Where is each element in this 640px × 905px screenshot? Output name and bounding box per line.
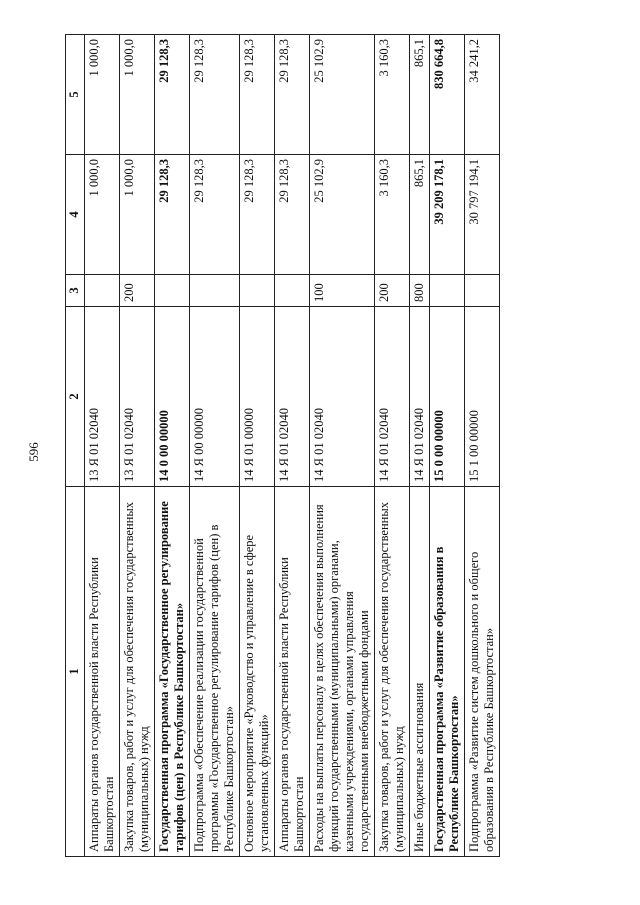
cell-type [85,275,120,307]
cell-v5: 29 128,3 [240,35,275,155]
cell-code: 14 Я 01 00000 [240,307,275,487]
cell-v4: 29 128,3 [155,155,190,275]
table-row [190,35,240,857]
cell-name: Иные бюджетные ассигнования [410,487,430,857]
cell-type [465,275,500,307]
cell-code: 15 1 00 00000 [465,307,500,487]
cell-v4: 29 128,3 [275,155,310,275]
header-col-3: 3 [66,275,85,307]
cell-v5: 3 160,3 [375,35,410,155]
header-col-5: 5 [66,35,85,155]
cell-name: Подпрограмма «Обеспечение реализации государственной программы «Государственное регулирование тарифов (цен) в Республике Башкортостан» [190,487,240,857]
table-row [430,35,465,857]
table-row [120,35,155,857]
cell-type [430,275,465,307]
cell-v4: 39 209 178,1 [430,155,465,275]
cell-v5: 29 128,3 [155,35,190,155]
cell-v4: 1 000,0 [120,155,155,275]
cell-name: Закупка товаров, работ и услуг для обеспечения государственных (муниципальных) нужд [120,487,155,857]
cell-v4: 3 160,3 [375,155,410,275]
cell-v4: 865,1 [410,155,430,275]
cell-code: 14 Я 01 02040 [375,307,410,487]
cell-code: 13 Я 01 02040 [85,307,120,487]
cell-type: 100 [310,275,375,307]
cell-v5: 1 000,0 [120,35,155,155]
cell-v5: 29 128,3 [190,35,240,155]
cell-code: 13 Я 01 02040 [120,307,155,487]
table-row [375,35,410,857]
table-header-row [66,35,85,857]
cell-type [155,275,190,307]
cell-code: 14 Я 00 00000 [190,307,240,487]
cell-code: 14 Я 01 02040 [275,307,310,487]
cell-type [240,275,275,307]
cell-type [275,275,310,307]
budget-table-container [65,35,621,857]
cell-v4: 29 128,3 [240,155,275,275]
cell-code: 14 0 00 00000 [155,307,190,487]
table-body [85,35,500,857]
table-row [275,35,310,857]
budget-table [65,34,500,857]
cell-code: 14 Я 01 02040 [410,307,430,487]
cell-v5: 34 241,2 [465,35,500,155]
cell-v4: 29 128,3 [190,155,240,275]
cell-v4: 25 102,9 [310,155,375,275]
table-row [155,35,190,857]
cell-v5: 25 102,9 [310,35,375,155]
cell-v5: 830 664,8 [430,35,465,155]
cell-name: Государственная программа «Государственное регулирование тарифов (цен) в Республике Башкортостан» [155,487,190,857]
cell-v5: 29 128,3 [275,35,310,155]
header-col-2: 2 [66,307,85,487]
cell-name: Аппараты органов государственной власти Республики Башкортостан [275,487,310,857]
cell-name: Закупка товаров, работ и услуг для обеспечения государственных (муниципальных) нужд [375,487,410,857]
header-col-4: 4 [66,155,85,275]
cell-code: 15 0 00 00000 [430,307,465,487]
header-col-1: 1 [66,487,85,857]
cell-v5: 865,1 [410,35,430,155]
cell-name: Расходы на выплаты персоналу в целях обеспечения выполнения функций государственными (муниципальными) органами, казенными учреждениями, органами управления государственными внебюджетными фондами [310,487,375,857]
cell-name: Основное мероприятие «Руководство и управление в сфере установленных функций» [240,487,275,857]
table-row [465,35,500,857]
table-row [410,35,430,857]
cell-name: Подпрограмма «Развитие систем дошкольного и общего образования в Республике Башкортостан» [465,487,500,857]
table-row [240,35,275,857]
cell-type: 200 [375,275,410,307]
cell-type: 800 [410,275,430,307]
cell-v4: 30 797 194,1 [465,155,500,275]
cell-v4: 1 000,0 [85,155,120,275]
table-row [310,35,375,857]
page-number: 596 [26,442,41,462]
cell-type [190,275,240,307]
cell-name: Государственная программа «Развитие образования в Республике Башкортостан» [430,487,465,857]
table-row [85,35,120,857]
cell-type: 200 [120,275,155,307]
cell-code: 14 Я 01 02040 [310,307,375,487]
cell-v5: 1 000,0 [85,35,120,155]
cell-name: Аппараты органов государственной власти Республики Башкортостан [85,487,120,857]
